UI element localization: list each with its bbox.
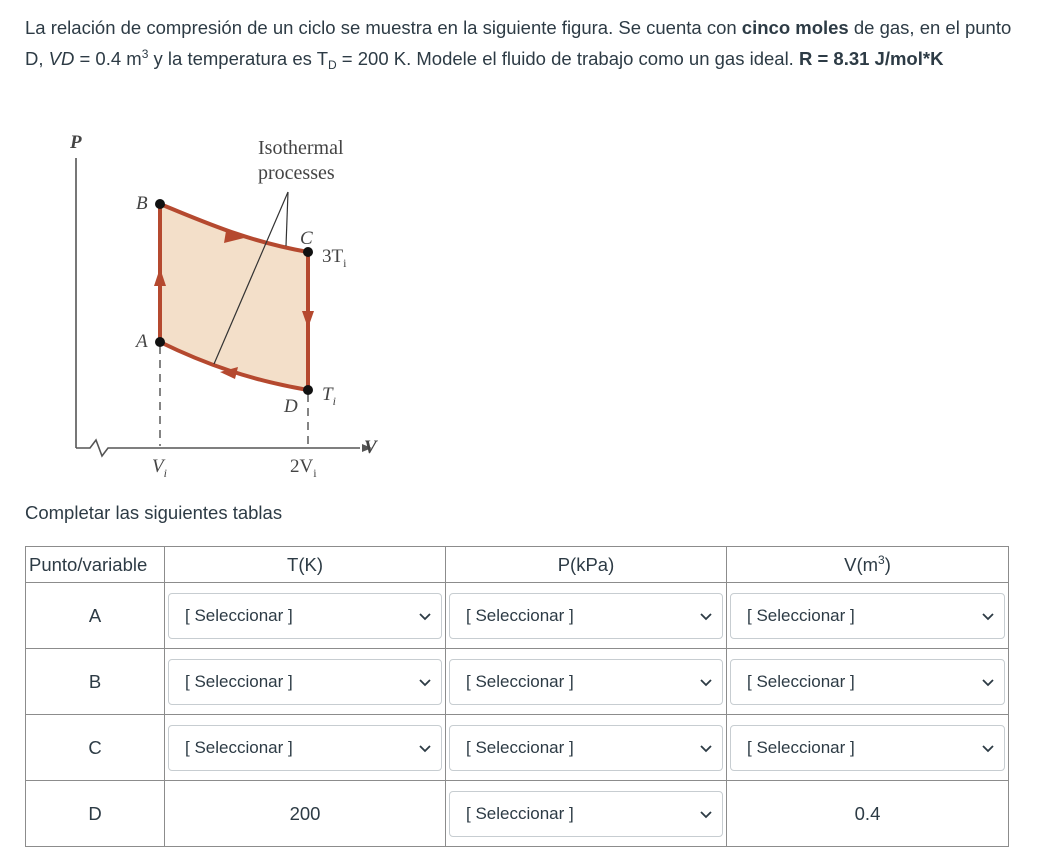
table-header-row: [26, 547, 1009, 583]
prompt-vd: VD: [48, 48, 75, 69]
cell-a-t: [165, 583, 446, 649]
chevron-down-icon: [980, 608, 996, 624]
select-text: [ Seleccionar ]: [185, 605, 293, 625]
cell-b-v: [727, 649, 1009, 715]
v-axis-line: [76, 440, 360, 456]
label-c: C: [300, 228, 313, 249]
prompt-r-constant: R = 8.31 J/mol*K: [798, 48, 944, 69]
select-d-p[interactable]: [449, 791, 723, 837]
isothermal-label-1: Isothermal: [258, 137, 344, 159]
prompt-sub: D: [328, 58, 337, 72]
header-v-close: ): [884, 553, 891, 575]
row-label-b: B: [26, 649, 165, 715]
point-d: [303, 385, 313, 395]
select-a-t[interactable]: [168, 593, 442, 639]
temp-high-sub: i: [343, 256, 347, 270]
cell-c-p: [446, 715, 727, 781]
prompt-text-2: de gas, en el punto D,: [25, 17, 1012, 69]
select-a-p[interactable]: [449, 593, 723, 639]
chevron-down-icon: [417, 608, 433, 624]
temp-low-sub: i: [332, 394, 336, 408]
row-label-d: D: [26, 781, 165, 847]
vi-sub: i: [163, 466, 167, 480]
table-row-c: [26, 715, 1009, 781]
row-label-c: C: [26, 715, 165, 781]
cell-d-v: 0.4: [727, 781, 1009, 847]
select-c-t[interactable]: [168, 725, 442, 771]
isothermal-label-2: processes: [258, 162, 335, 184]
header-point: Punto/variable: [26, 547, 165, 583]
select-text: [ Seleccionar ]: [747, 605, 855, 625]
cell-d-t: 200: [165, 781, 446, 847]
select-text: [ Seleccionar ]: [466, 605, 574, 625]
prompt-text-5: = 200 K. Modele el fluido de trabajo como un gas ideal.: [336, 48, 799, 69]
prompt-moles: cinco moles: [741, 17, 849, 38]
label-a: A: [136, 331, 148, 352]
pv-diagram: [60, 128, 390, 488]
select-text: [ Seleccionar ]: [466, 737, 574, 757]
select-text: [ Seleccionar ]: [747, 737, 855, 757]
cell-c-v: [727, 715, 1009, 781]
header-v-sup: 3: [878, 552, 885, 567]
select-text: [ Seleccionar ]: [747, 671, 855, 691]
header-p: P(kPa): [446, 547, 727, 583]
chevron-down-icon: [980, 740, 996, 756]
cell-b-p: [446, 649, 727, 715]
v-axis-label: V: [364, 437, 377, 458]
point-a: [155, 337, 165, 347]
prompt-exp: 3: [141, 46, 149, 61]
cell-b-t: [165, 649, 446, 715]
prompt-text-3: = 0.4 m: [74, 48, 142, 69]
chevron-down-icon: [980, 674, 996, 690]
cell-a-p: [446, 583, 727, 649]
pointer-line-upper: [286, 192, 288, 246]
chevron-down-icon: [698, 674, 714, 690]
select-a-v[interactable]: [730, 593, 1005, 639]
answer-table: [25, 546, 1009, 847]
select-b-t[interactable]: [168, 659, 442, 705]
header-v: [727, 547, 1009, 583]
select-c-p[interactable]: [449, 725, 723, 771]
prompt-text-1: La relación de compresión de un ciclo se muestra en la siguiente figura. Se cuenta con: [25, 17, 742, 38]
temp-low-text: T: [322, 384, 333, 405]
chevron-down-icon: [698, 608, 714, 624]
row-label-a: A: [26, 583, 165, 649]
temp-high-text: 3T: [322, 246, 344, 267]
header-t: T(K): [165, 547, 446, 583]
2vi-text: 2V: [290, 456, 314, 477]
chevron-down-icon: [417, 674, 433, 690]
table-row-d: [26, 781, 1009, 847]
cell-a-v: [727, 583, 1009, 649]
header-v-text: V(m: [844, 553, 879, 575]
table-row-a: [26, 583, 1009, 649]
chevron-down-icon: [698, 740, 714, 756]
select-text: [ Seleccionar ]: [185, 737, 293, 757]
vi-label: [152, 456, 167, 480]
vi-text: V: [152, 456, 164, 477]
prompt-text-4: y la temperatura es T: [148, 48, 328, 69]
cell-d-p: [446, 781, 727, 847]
label-d: D: [284, 396, 298, 417]
point-b: [155, 199, 165, 209]
2vi-label: [290, 456, 317, 480]
select-b-p[interactable]: [449, 659, 723, 705]
chevron-down-icon: [417, 740, 433, 756]
temp-label-high: [322, 246, 347, 270]
select-text: [ Seleccionar ]: [185, 671, 293, 691]
cell-c-t: [165, 715, 446, 781]
chevron-down-icon: [698, 806, 714, 822]
table-row-b: [26, 649, 1009, 715]
label-b: B: [136, 193, 148, 214]
select-text: [ Seleccionar ]: [466, 803, 574, 823]
select-b-v[interactable]: [730, 659, 1005, 705]
2vi-sub: i: [313, 466, 317, 480]
select-text: [ Seleccionar ]: [466, 671, 574, 691]
table-instructions: Completar las siguientes tablas: [25, 502, 283, 523]
problem-statement: [25, 12, 1025, 74]
select-c-v[interactable]: [730, 725, 1005, 771]
p-axis-label: P: [70, 132, 82, 153]
temp-label-low: [322, 384, 336, 408]
